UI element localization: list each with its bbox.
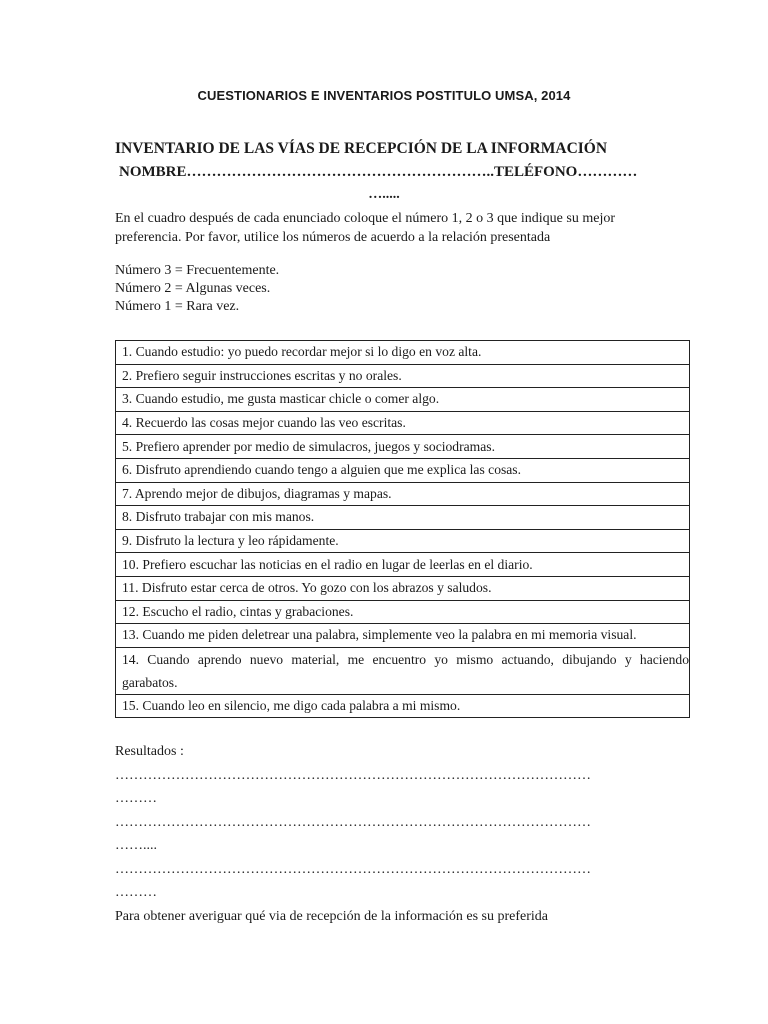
statement-cell[interactable]: 12. Escucho el radio, cintas y grabaciones.: [116, 600, 690, 624]
statement-cell[interactable]: 10. Prefiero escuchar las noticias en el radio en lugar de leerlas en el diario.: [116, 553, 690, 577]
scale-item-2: Número 2 = Algunas veces.: [115, 281, 271, 296]
statement-cell[interactable]: 3. Cuando estudio, me gusta masticar chicle o comer algo.: [116, 388, 690, 412]
results-dotted-line[interactable]: ………: [115, 885, 157, 900]
table-row: [116, 388, 690, 412]
rating-scale: [115, 262, 279, 316]
results-section: [115, 740, 591, 928]
table-row: [116, 482, 690, 506]
results-dotted-line[interactable]: …………………………………………………………………………………………: [115, 861, 591, 877]
table-row: [116, 624, 690, 648]
table-row: [116, 458, 690, 482]
scale-item-3: Número 3 = Frecuentemente.: [115, 263, 280, 278]
table-row: [116, 576, 690, 600]
name-phone-line-continuation: ….....: [368, 187, 400, 202]
statement-cell[interactable]: 9. Disfruto la lectura y leo rápidamente.: [116, 529, 690, 553]
inventory-title: INVENTARIO DE LAS VÍAS DE RECEPCIÓN DE LA INFORMACIÓN: [115, 140, 608, 157]
results-dotted-line[interactable]: ……....: [115, 838, 157, 853]
table-row: [116, 600, 690, 624]
statement-cell[interactable]: 11. Disfruto estar cerca de otros. Yo gozo con los abrazos y saludos.: [116, 576, 690, 600]
table-row: [116, 529, 690, 553]
results-footer-text: Para obtener averiguar qué via de recepción de la información es su preferida: [115, 908, 549, 924]
table-row: [116, 647, 690, 694]
results-dotted-line[interactable]: …………………………………………………………………………………………: [115, 767, 591, 783]
statement-cell[interactable]: 5. Prefiero aprender por medio de simulacros, juegos y sociodramas.: [116, 435, 690, 459]
scale-item-1: Número 1 = Rara vez.: [115, 299, 240, 314]
table-row: [116, 364, 690, 388]
statement-cell[interactable]: [116, 647, 690, 694]
statement-cell[interactable]: 8. Disfruto trabajar con mis manos.: [116, 506, 690, 530]
table-row: [116, 553, 690, 577]
statement-cell[interactable]: 4. Recuerdo las cosas mejor cuando las veo escritas.: [116, 411, 690, 435]
statements-table: [115, 340, 690, 718]
table-row: [116, 506, 690, 530]
results-dotted-line[interactable]: ………: [115, 791, 157, 806]
document-header-title: CUESTIONARIOS E INVENTARIOS POSTITULO UMSA, 2014: [197, 88, 571, 103]
statement-cell[interactable]: 2. Prefiero seguir instrucciones escritas y no orales.: [116, 364, 690, 388]
statement-text: 14. Cuando aprendo nuevo material, me encuentro yo mismo actuando, dibujando y haciendo garabatos.: [122, 651, 689, 690]
table-row: [116, 341, 690, 365]
statement-cell[interactable]: 15. Cuando leo en silencio, me digo cada palabra a mi mismo.: [116, 694, 690, 718]
table-row: [116, 411, 690, 435]
results-dotted-line[interactable]: …………………………………………………………………………………………: [115, 814, 591, 830]
statement-cell[interactable]: 7. Aprendo mejor de dibujos, diagramas y mapas.: [116, 482, 690, 506]
statement-cell[interactable]: 1. Cuando estudio: yo puedo recordar mejor si lo digo en voz alta.: [116, 341, 690, 365]
table-row: [116, 435, 690, 459]
statement-cell[interactable]: 6. Disfruto aprendiendo cuando tengo a alguien que me explica las cosas.: [116, 458, 690, 482]
statement-cell[interactable]: 13. Cuando me piden deletrear una palabra, simplemente veo la palabra en mi memoria visual.: [116, 624, 690, 648]
results-label: Resultados :: [115, 744, 184, 759]
table-row: [116, 694, 690, 718]
instructions-paragraph: En el cuadro después de cada enunciado coloque el número 1, 2 o 3 que indique su mejor preferencia. Por favor, utilice los números de acuerdo a la relación presentada: [115, 211, 615, 245]
name-phone-line: NOMBRE……………………………………………………..TELÉFONO…………: [119, 164, 638, 180]
